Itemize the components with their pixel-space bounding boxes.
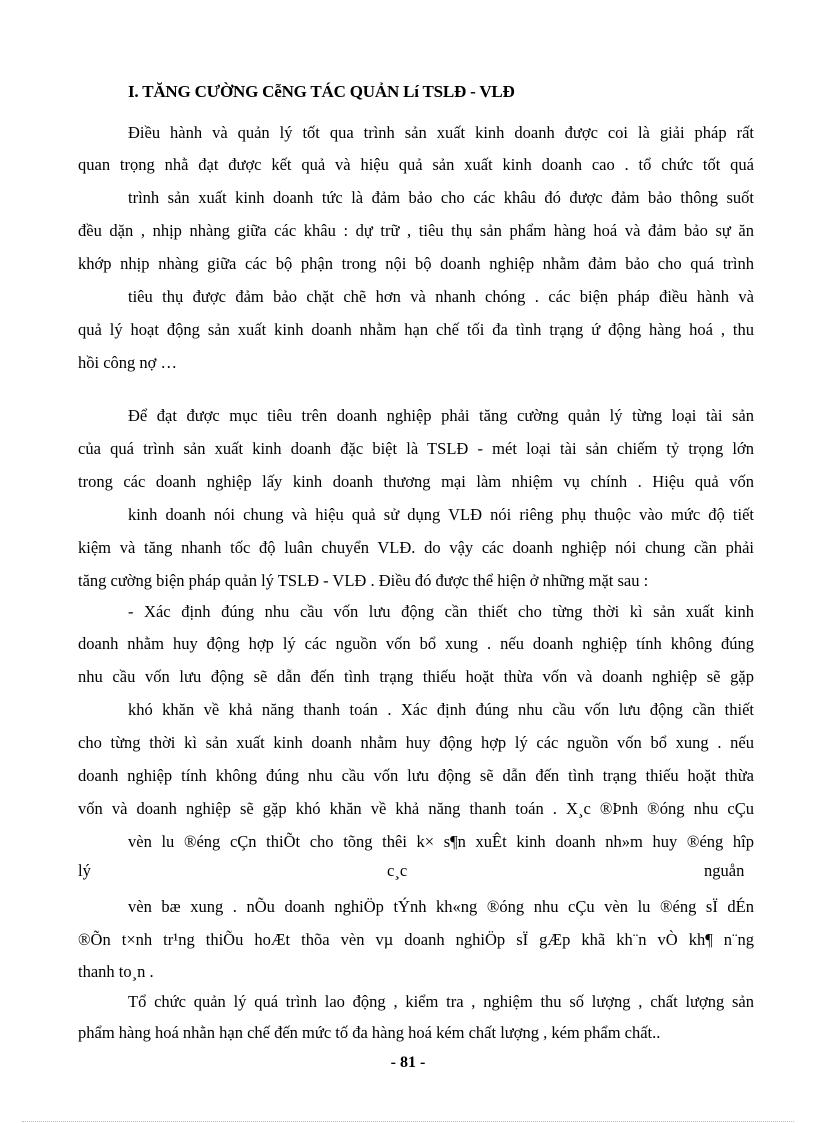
paragraph-line: khớp nhịp nhàng giữa các bộ phận trong nội bộ doanh nghiệp nhằm đảm bảo cho quá trình	[78, 254, 754, 273]
paragraph-line: vèn lu ®éng cÇn thiÕt cho tõng thêi k× s¶n xuÊt kinh doanh nh»m huy ®éng hîp	[128, 832, 754, 851]
paragraph-line: kiệm và tăng nhanh tốc độ luân chuyển VLĐ. do vậy các doanh nghiệp nói chung cần phải	[78, 538, 754, 557]
paragraph-line-last: phẩm hàng hoá nhằn hạn chế đến mức tố đa hàng hoá kém chất lượng , kém phẩm chất..	[78, 1023, 661, 1042]
paragraph-line: Tổ chức quản lý quá trình lao động , kiểm tra , nghiệm thu số lượng , chất lượng sản	[128, 992, 754, 1011]
paragraph-line-last: tăng cường biện pháp quản lý TSLĐ - VLĐ . Điều đó được thể hiện ở những mặt sau :	[78, 571, 649, 590]
paragraph-line: kinh doanh nói chung và hiệu quả sử dụng VLĐ nói riêng phụ thuộc vào mức độ tiết	[128, 505, 754, 524]
paragraph-line: quả lý hoạt động sản xuất kinh doanh nhằm hạn chế tối đa tình trạng ứ động hàng hoá , thu	[78, 320, 754, 339]
split-word: c¸c	[387, 861, 408, 880]
paragraph-line: Điều hành và quản lý tốt qua trình sản xuất kinh doanh được coi là giải pháp rất	[128, 123, 754, 142]
paragraph-line: tiêu thụ được đảm bảo chặt chẽ hơn và nhanh chóng . các biện pháp điều hành và	[128, 287, 754, 306]
paragraph-line: đều dặn , nhịp nhàng giữa các khâu : dự trữ , tiêu thụ sản phẩm hàng hoá và đảm bảo sự ăn	[78, 221, 754, 240]
paragraph-line: doanh nghiệp tính không đúng nhu cầu vốn lưu động sẽ dẫn đến tình trạng thiếu hoặt thừa	[78, 766, 754, 785]
paragraph-line: vèn bæ xung . nÕu doanh nghiÖp tÝnh kh«ng ®óng nhu cÇu vèn lu ®éng sÏ dÉn	[128, 897, 754, 916]
paragraph-line: nhu cầu vốn lưu động sẽ dẫn đến tình trạng thiếu hoặt thừa vốn và doanh nghiệp sẽ gặp	[78, 667, 754, 686]
page-number: - 81 -	[390, 1054, 426, 1071]
paragraph-line: của quá trình sản xuất kinh doanh đặc biệt là TSLĐ - mét loại tài sản chiếm tỷ trọng lớn	[78, 439, 754, 458]
paragraph-line: quan trọng nhằ đạt được kết quả và hiệu quả sản xuất kinh doanh cao . tổ chức tốt quá	[78, 155, 754, 174]
paragraph-line-last: hồi công nợ …	[78, 353, 178, 372]
paragraph-line: - Xác định đúng nhu cầu vốn lưu động cần thiết cho từng thời kì sản xuất kinh	[128, 602, 754, 621]
paragraph-line: khó khăn về khả năng thanh toán . Xác định đúng nhu cầu vốn lưu động cần thiết	[128, 700, 754, 719]
page-bottom-rule	[22, 1121, 794, 1122]
paragraph-line: trong các doanh nghiệp lấy kinh doanh thương mại làm nhiệm vụ chính . Hiệu quả vốn	[78, 472, 754, 491]
split-word: lý	[78, 861, 91, 880]
paragraph-line: Để đạt được mục tiêu trên doanh nghiệp phải tăng cường quản lý từng loại tài sản	[128, 406, 754, 425]
section-heading: I. TĂNG CƯỜNG CễNG TÁC QUẢN Lí TSLĐ - VLĐ	[128, 82, 515, 101]
paragraph-line: ®Õn t×nh tr¹ng thiÕu hoÆt thõa vèn vµ doanh nghiÖp sÏ gÆp khã kh¨n vÒ kh¶ n¨ng	[78, 930, 754, 949]
split-word: nguån	[704, 861, 745, 880]
paragraph-line: vốn và doanh nghiệp sẽ gặp khó khăn về khả năng thanh toán . X¸c ®Þnh ®óng nhu cÇu	[78, 799, 754, 818]
paragraph-line: trình sản xuất kinh doanh tức là đảm bảo cho các khâu đó được đảm bảo thông suốt	[128, 188, 754, 207]
paragraph-line-last: thanh to¸n .	[78, 962, 154, 981]
paragraph-line: doanh nhằm huy động hợp lý các nguồn vốn bổ xung . nếu doanh nghiệp tính không đúng	[78, 634, 754, 653]
paragraph-line: cho từng thời kì sản xuất kinh doanh nhằm huy động hợp lý các nguồn vốn bổ xung . nếu	[78, 733, 754, 752]
